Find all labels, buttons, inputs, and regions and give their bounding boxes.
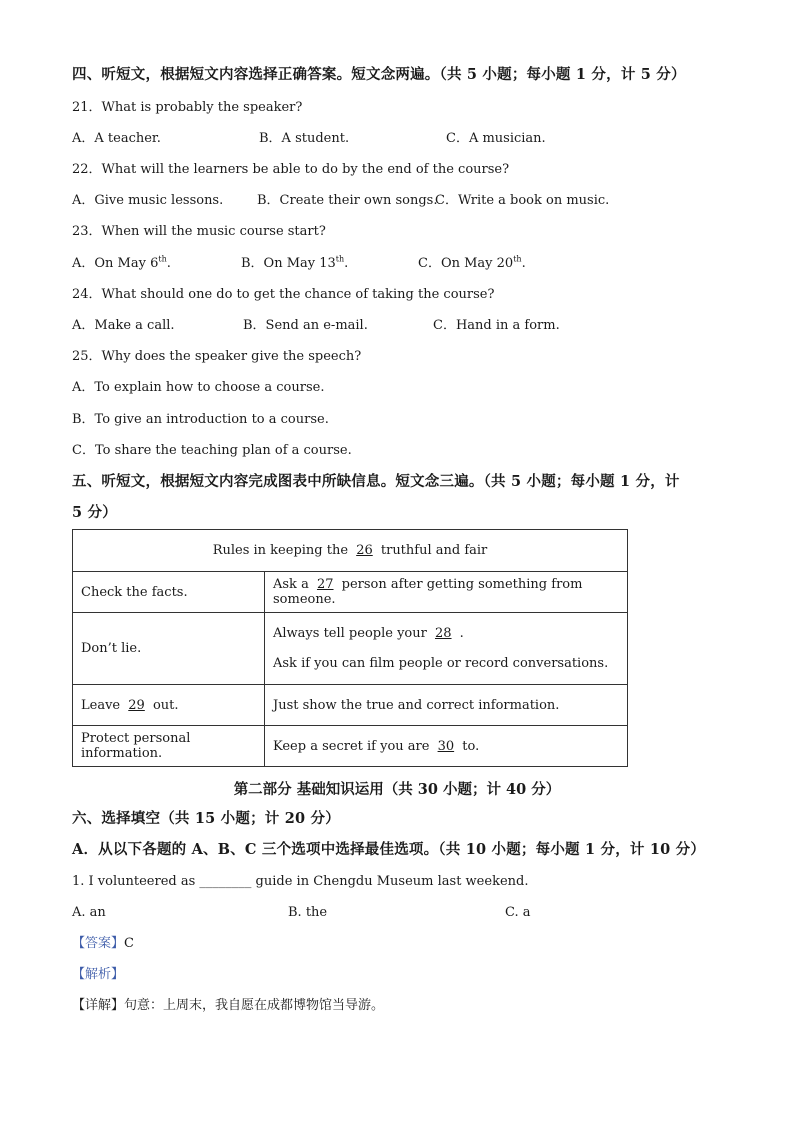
question-21: 21．What is probably the speaker?	[72, 100, 303, 115]
question-22: 22．What will the learners be able to do by the end of the course?	[72, 162, 510, 177]
q1-option-a: A. an	[72, 905, 106, 920]
answer-tag: 【答案】	[72, 936, 125, 951]
blank-28: 28	[434, 625, 452, 641]
table-cell: Check the facts.	[73, 572, 265, 613]
section-4-title: 四、听短文，根据短文内容选择正确答案。短文念两遍。（共 5 小题；每小题 1 分，计 5 分）	[72, 66, 686, 83]
analysis-line	[72, 966, 124, 984]
answer-line	[72, 935, 134, 953]
blank-29: 29	[128, 697, 145, 713]
q23-option-c: C．On May 20th.	[418, 254, 526, 271]
info-table	[72, 529, 628, 767]
table-cell: Ask a 27 person after getting something from someone.	[265, 572, 628, 613]
q22-option-c: C．Write a book on music.	[435, 193, 610, 208]
question-1: 1. I volunteered as ________ guide in Chengdu Museum last weekend.	[72, 874, 529, 889]
question-24: 24．What should one do to get the chance of taking the course?	[72, 287, 495, 302]
q23-option-a: A．On May 6th.	[72, 254, 171, 271]
detail-tag: 【详解】	[72, 998, 125, 1013]
section-6a-title: A．从以下各题的 A、B、C 三个选项中选择最佳选项。（共 10 小题；每小题 1 分，计 10 分）	[72, 841, 706, 858]
q21-option-a: A．A teacher.	[72, 131, 161, 146]
analysis-tag: 【解析】	[72, 967, 125, 982]
q22-option-b: B．Create their own songs.	[257, 193, 438, 208]
part-2-title: 第二部分 基础知识运用（共 30 小题；计 40 分）	[233, 781, 561, 798]
table-cell: Always tell people your 28 . Ask if you can film people or record conversations.	[265, 613, 628, 685]
table-row	[73, 530, 628, 572]
q23-option-b: B．On May 13th.	[241, 254, 349, 271]
q1-option-b: B. the	[288, 905, 328, 920]
answer-value: C	[124, 936, 134, 951]
table-header-cell: Rules in keeping the 26 truthful and fair	[73, 530, 628, 572]
table-row	[73, 685, 628, 726]
table-cell: Leave 29 out.	[73, 685, 265, 726]
q25-option-a: A．To explain how to choose a course.	[72, 380, 325, 395]
section-5-title-line1: 五、听短文，根据短文内容完成图表中所缺信息。短文念三遍。（共 5 小题；每小题 1 分，计	[72, 473, 680, 490]
blank-30: 30	[437, 738, 455, 754]
detail-line	[72, 997, 384, 1015]
question-25: 25．Why does the speaker give the speech?	[72, 349, 362, 364]
q22-option-a: A．Give music lessons.	[72, 193, 224, 208]
section-6-title: 六、选择填空（共 15 小题；计 20 分）	[72, 810, 340, 827]
table-row	[73, 572, 628, 613]
q24-option-b: B．Send an e-mail.	[243, 318, 368, 333]
q25-option-b: B．To give an introduction to a course.	[72, 412, 329, 427]
q25-option-c: C．To share the teaching plan of a course.	[72, 443, 352, 458]
blank-26: 26	[356, 543, 373, 558]
table-cell: Protect personal information.	[73, 726, 265, 767]
table-row	[73, 613, 628, 685]
q24-option-a: A．Make a call.	[72, 318, 175, 333]
q21-option-c: C．A musician.	[446, 131, 546, 146]
q24-option-c: C．Hand in a form.	[433, 318, 560, 333]
detail-text: 句意：上周末，我自愿在成都博物馆当导游。	[124, 998, 385, 1013]
question-23: 23．When will the music course start?	[72, 224, 326, 239]
blank-27: 27	[316, 577, 334, 592]
table-cell: Don’t lie.	[73, 613, 265, 685]
table-cell: Keep a secret if you are 30 to.	[265, 726, 628, 767]
table-row	[73, 726, 628, 767]
q21-option-b: B．A student.	[259, 131, 350, 146]
table-cell: Just show the true and correct information.	[265, 685, 628, 726]
q1-option-c: C. a	[505, 905, 531, 920]
section-5-title-line2: 5 分）	[72, 504, 117, 521]
